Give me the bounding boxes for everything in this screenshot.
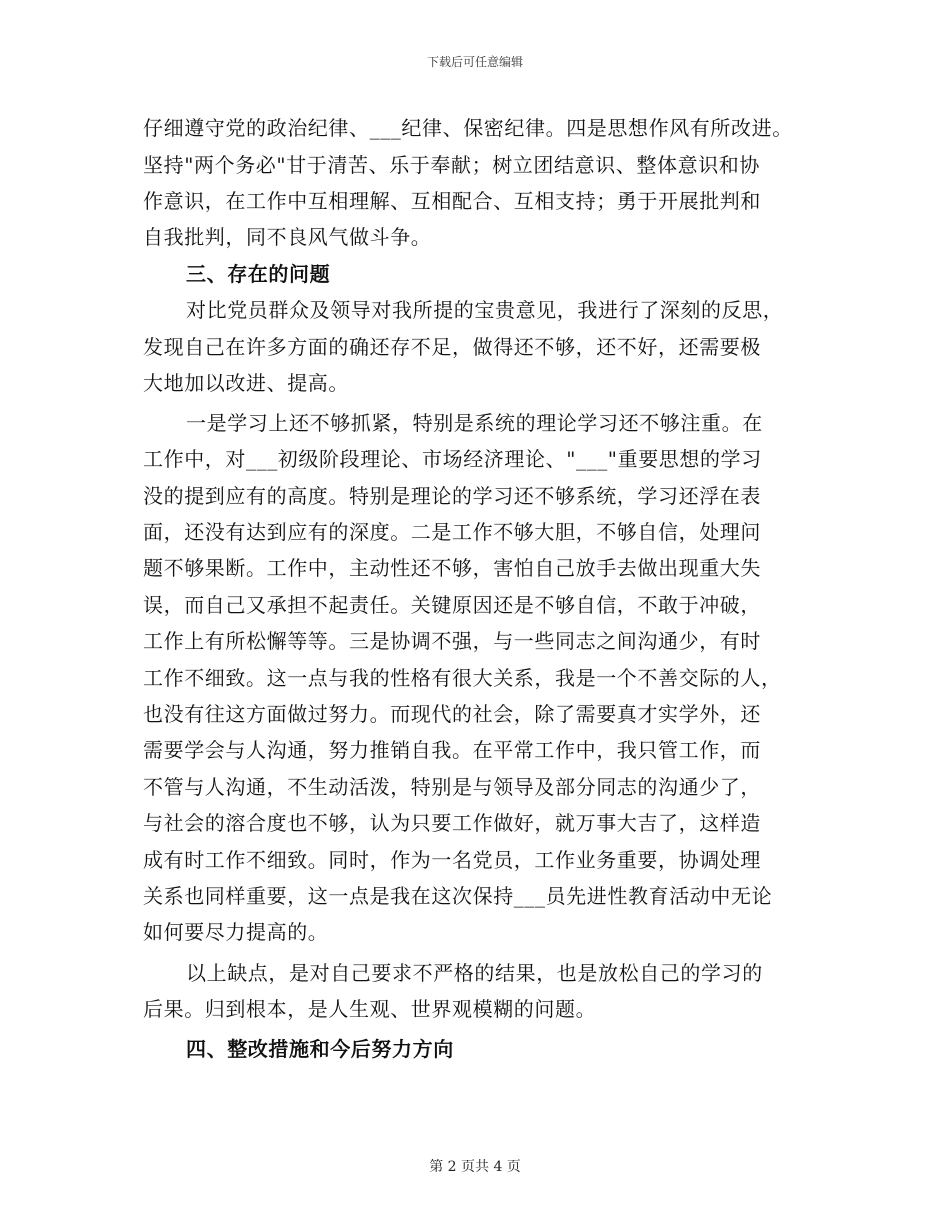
body-line: 作意识，在工作中互相理解、互相配合、互相支持；勇于开展批判和 — [143, 189, 761, 213]
body-line: 没的提到应有的高度。特别是理论的学习还不够系统，学习还浮在表 — [143, 484, 761, 508]
body-line: 误，而自己又承担不起责任。关键原因还是不够自信，不敢于冲破， — [143, 593, 761, 617]
body-line: 一是学习上还不够抓紧，特别是系统的理论学习还不够注重。在 — [186, 411, 763, 435]
page-number: 第 2 页共 4 页 — [429, 1159, 521, 1175]
body-line: 不管与人沟通，不生动活泼，特别是与领导及部分同志的沟通少了， — [143, 775, 761, 799]
body-line: 如何要尽力提高的。 — [143, 920, 329, 944]
body-line: 与社会的溶合度也不够，认为只要工作做好，就万事大吉了，这样造 — [143, 811, 761, 835]
body-line: 需要学会与人沟通，努力推销自我。在平常工作中，我只管工作，而 — [143, 738, 761, 762]
body-line: 后果。归到根本，是人生观、世界观模糊的问题。 — [143, 997, 597, 1021]
body-line: 对比党员群众及领导对我所提的宝贵意见，我进行了深刻的反思， — [186, 298, 784, 322]
section-heading: 四、整改措施和今后努力方向 — [186, 1037, 454, 1061]
body-line: 工作上有所松懈等等。三是协调不强，与一些同志之间沟通少，有时 — [143, 629, 761, 653]
body-line: 发现自己在许多方面的确还存不足，做得还不够，还不好，还需要极 — [143, 335, 761, 359]
page-header: 下载后可任意编辑 — [426, 55, 523, 69]
body-line: 成有时工作不细致。同时，作为一名党员，工作业务重要，协调处理 — [143, 848, 761, 872]
body-line: 大地加以改进、提高。 — [143, 371, 349, 395]
section-heading: 三、存在的问题 — [186, 262, 331, 286]
body-line: 以上缺点，是对自己要求不严格的结果，也是放松自己的学习的 — [186, 961, 763, 985]
body-line: 关系也同样重要，这一点是我在这次保持___员先进性教育活动中无论 — [143, 884, 773, 908]
body-line: 题不够果断。工作中，主动性还不够，害怕自己放手去做出现重大失 — [143, 556, 761, 580]
body-line: 也没有往这方面做过努力。而现代的社会，除了需要真才实学外，还 — [143, 702, 761, 726]
body-line: 坚持"两个务必"甘于清苦、乐于奉献；树立团结意识、整体意识和协 — [143, 153, 760, 177]
body-line: 自我批判，同不良风气做斗争。 — [143, 225, 432, 249]
body-line: 工作不细致。这一点与我的性格有很大关系，我是一个不善交际的人， — [143, 666, 782, 690]
body-line: 工作中，对___初级阶段理论、市场经济理论、"___"重要思想的学习 — [143, 447, 762, 471]
body-line: 仔细遵守党的政治纪律、___纪律、保密纪律。四是思想作风有所改进。 — [143, 116, 793, 140]
body-line: 面，还没有达到应有的深度。二是工作不够大胆，不够自信，处理问 — [143, 520, 761, 544]
